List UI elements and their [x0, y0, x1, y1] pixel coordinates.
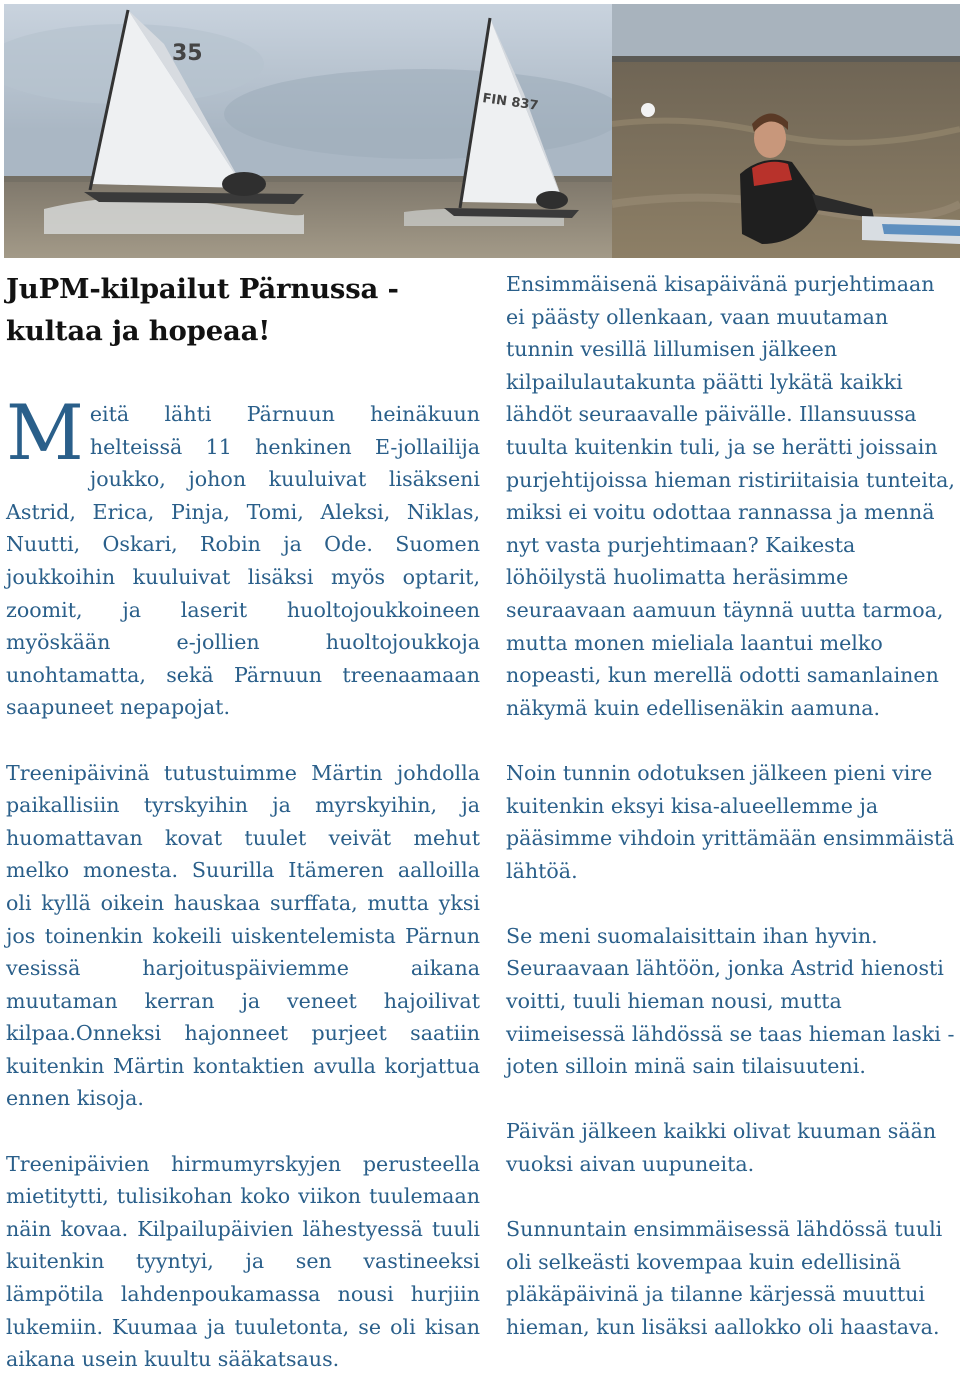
sail-number-35: 35: [172, 41, 203, 66]
paragraph-sunday: Sunnuntain ensimmäisessä lähdössä tuuli oli selkeästi kovempaa kuin edellisinä pläkäpäivinä ja tilanne kärjessä muuttui hieman, kun lisäksi aallokko oli haastava.: [506, 1217, 943, 1339]
header-photos: [0, 0, 960, 262]
sailing-photo: [4, 4, 612, 258]
article-right-column: [506, 264, 956, 1344]
paragraph-weather: Treenipäivien hirmumyrskyjen perusteella mietitytti, tulisikohan koko viikon tuulemaan näin kovaa. Kilpailupäivien lähestyessä tuuli kuitenkin tyyntyi, ja sen vastineeksi lämpötila lahdenpoukamassa nousi hurjiin lukemiin. Kuumaa ja tuuletonta, se oli kisan aikana usein kuultu sääkatsaus.: [6, 1151, 480, 1372]
sailor-photo: [612, 4, 960, 258]
article-left-column: [6, 264, 480, 1376]
paragraph-first-race-day: Ensimmäisenä kisapäivänä purjehtimaan ei päästy ollenkaan, vaan muutaman tunnin vesillä lillumisen jälkeen kilpailulautakunta päätti lykätä kaikki lähdöt seuraavalle päivälle. Illansuussa tuulta kuitenkin tuli, ja se herätti joissain purjehtijoissa hieman ristiriitaisia tunteita, miksi ei voitu odottaa rannassa ja mennä nyt vasta purjehtimaan? Kaikesta löhöilystä huolimatta heräsimme seuraavaan aamuun täynnä uutta tarmoa, mutta monen mieliala laantui melko nopeasti, kun merellä odotti samanlainen näkymä kuin edellisenäkin aamuna.: [506, 272, 955, 720]
article-title: JuPM-kilpailut Pärnussa - kultaa ja hopeaa!: [6, 273, 399, 347]
intro-block: [6, 388, 480, 724]
paragraph-exhausted: Päivän jälkeen kaikki olivat kuuman sään vuoksi aivan uupuneita.: [506, 1119, 937, 1177]
sailor-photo-icon: [612, 4, 960, 258]
paragraph-training: Treenipäivinä tutustuimme Märtin johdolla paikallisiin tyrskyihin ja myrskyihin, ja huomattavan kovat tuulet veivät mehut melko monesta. Suurilla Itämeren aalloilla oli kyllä oikein hauskaa surffata, mutta yksi jos toinenkin kokeili uiskentelemista Pärnun vesissä harjoituspäiviemme aikana muutaman kerran ja veneet hajoilivat kilpaa.Onneksi hajonneet purjeet saatiin kuitenkin Märtin kontaktien avulla korjattua ennen kisoja.: [6, 760, 480, 1111]
paragraph-first-start: Noin tunnin odotuksen jälkeen pieni vire kuitenkin eksyi kisa-alueellemme ja pääsimme vihdoin yrittämään ensimmäistä lähtöä.: [506, 760, 955, 883]
sailing-photo-icon: [4, 4, 612, 258]
paragraph-intro: eitä lähti Pärnuun heinäkuun helteissä 11 henkinen E-jollailija joukko, johon kuuluivat lisäkseni Astrid, Erica, Pinja, Tomi, Aleksi, Niklas, Nuutti, Oskari, Robin ja Ode. Suomen joukkoihin kuuluivat lisäksi myös optarit, zoomit, ja laserit huoltojoukkoineen myöskään e-jollien huoltojoukkoja unohtamatta, sekä Pärnuun treenaamaan saapuneet nepapojat.: [6, 402, 480, 720]
drop-cap: M: [6, 388, 84, 477]
sail-number-fin837: FIN 837: [481, 91, 540, 114]
paragraph-races: Se meni suomalaisittain ihan hyvin. Seuraavaan lähtöön, jonka Astrid hienosti voitti, tuuli hieman nousi, mutta viimeisessä lähdössä se taas hieman laski - joten silloin minä sain tilaisuuteni.: [506, 923, 955, 1079]
